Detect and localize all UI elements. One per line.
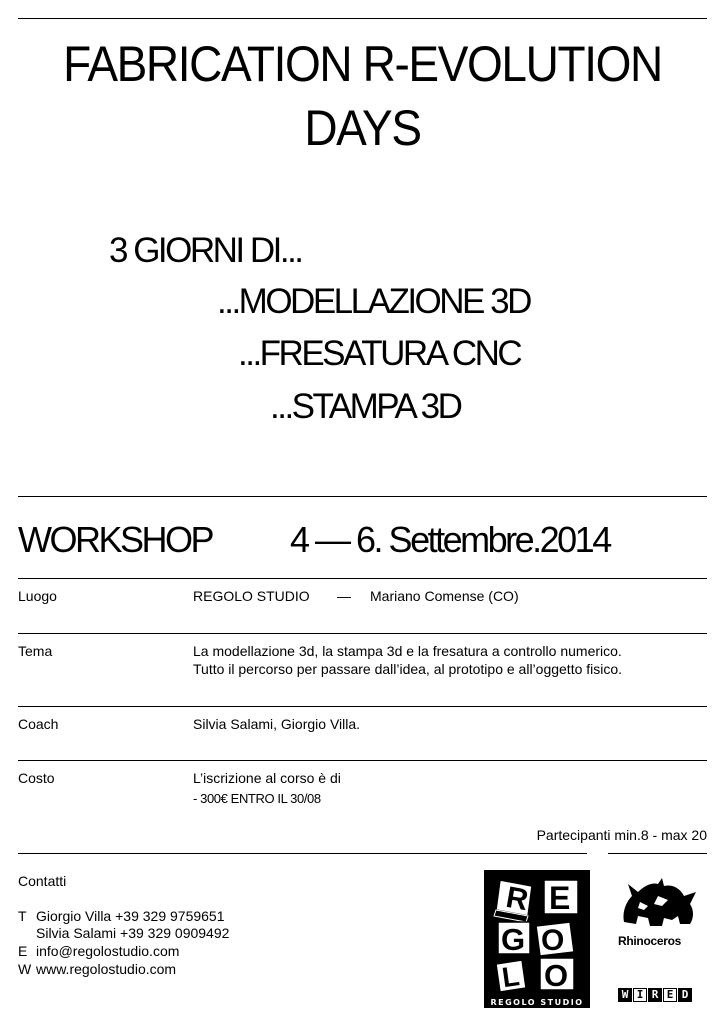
top-rule (18, 18, 707, 19)
wired-letter-r: R (648, 988, 662, 1002)
costo-rule (18, 760, 707, 761)
luogo-place: REGOLO STUDIO (193, 588, 310, 604)
coach-rule (18, 706, 707, 707)
contact-phone-row-2 (18, 925, 229, 942)
contacts-rule-right (608, 853, 707, 854)
tema-label: Tema (18, 643, 53, 659)
block-o-letter: O (541, 924, 565, 957)
block-e-letter: E (549, 880, 571, 916)
contact-phone-row (18, 908, 225, 925)
page-title-line2: DAYS (304, 100, 421, 156)
regolo-logo-graphic (484, 870, 590, 1008)
block-g (498, 922, 530, 957)
tema-rule (18, 633, 707, 634)
page-title-line1: FABRICATION R-EVOLUTION (63, 36, 662, 92)
rhinoceros-icon (618, 876, 704, 932)
web-key: W (18, 961, 32, 977)
rhinoceros-label: Rhinoceros (618, 934, 682, 948)
block-l-letter: L (500, 960, 522, 994)
contact-web-row (18, 961, 176, 978)
costo-line1: L’iscrizione al corso è di (193, 770, 341, 786)
subtitle-line3: ...FRESATURA CNC (238, 334, 521, 373)
website-link[interactable]: www.regolostudio.com (36, 961, 177, 977)
workshop-dates: 4 — 6. Settembre.2014 (290, 519, 610, 560)
phone-giorgio: Giorgio Villa +39 329 9759651 (36, 908, 225, 924)
luogo-separator: — (337, 588, 351, 604)
coach-value: Silvia Salami, Giorgio Villa. (193, 716, 361, 732)
wired-logo (618, 988, 692, 1002)
wired-letter-d: D (678, 988, 692, 1002)
contact-email-row (18, 943, 179, 960)
wired-letter-i: I (633, 988, 647, 1002)
luogo-label: Luogo (18, 588, 57, 604)
tema-line2: Tutto il percorso per passare dall’idea, al prototipo e all’oggetto fisico. (193, 661, 623, 677)
workshop-rule (18, 496, 707, 497)
block-r (494, 880, 532, 922)
subtitle-line4: ...STAMPA 3D (270, 387, 461, 426)
block-o2-letter: O (544, 958, 569, 993)
regolo-studio-logo (484, 870, 590, 1008)
costo-label: Costo (18, 770, 55, 786)
block-g-letter: G (501, 922, 526, 957)
phone-key: T (18, 908, 27, 924)
block-o2 (540, 958, 574, 993)
contacts-rule-left (18, 853, 587, 854)
block-o (536, 922, 574, 957)
wired-letter-e: E (663, 988, 677, 1002)
luogo-city: Mariano Comense (CO) (370, 588, 519, 604)
block-r-letter: R (503, 880, 531, 918)
regolo-caption: REGOLO STUDIO (490, 998, 584, 1007)
tema-line1: La modellazione 3d, la stampa 3d e la fresatura a controllo numerico. (193, 643, 622, 659)
block-e (544, 880, 578, 916)
subtitle-line1: 3 GIORNI DI... (109, 231, 302, 270)
wired-letter-w: W (618, 988, 632, 1002)
phone-silvia: Silvia Salami +39 329 0909492 (36, 925, 230, 941)
email-link[interactable]: info@regolostudio.com (36, 943, 180, 959)
costo-line2: - 300€ ENTRO IL 30/08 (193, 791, 321, 806)
partecipanti-note: Partecipanti min.8 - max 20 (536, 827, 707, 843)
workshop-label: WORKSHOP (18, 519, 213, 560)
block-l (496, 960, 526, 993)
email-key: E (18, 943, 28, 959)
coach-label: Coach (18, 716, 59, 732)
contacts-heading: Contatti (18, 873, 67, 889)
subtitle-line2: ...MODELLAZIONE 3D (217, 282, 530, 321)
luogo-rule (18, 578, 707, 579)
